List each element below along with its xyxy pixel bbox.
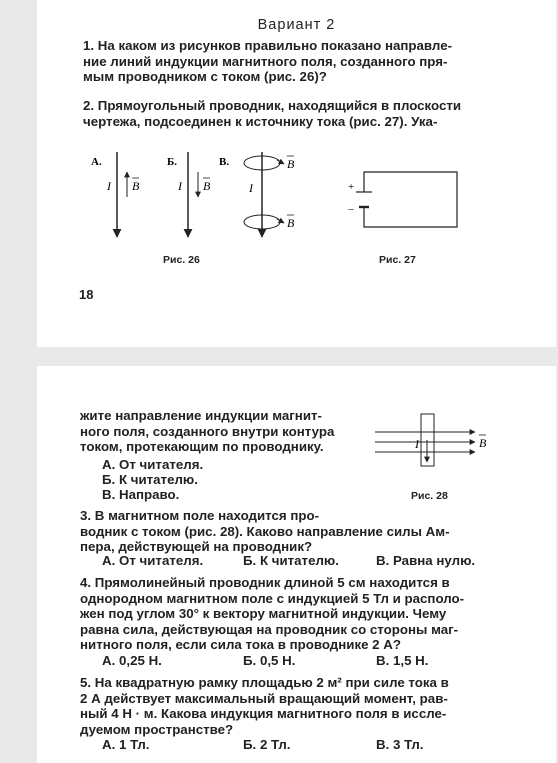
fig27-caption: Рис. 27	[379, 254, 416, 266]
question-4-line: нитного поля, если сила тока в проводнике 2 А?	[80, 637, 402, 653]
fig26-c-current-label: I	[249, 181, 253, 195]
question-5-line: 5. На квадратную рамку площадью 2 м² при силе тока в	[80, 675, 449, 690]
question-2-line: ного поля, созданного внутри контура	[80, 423, 335, 439]
q2-answer-c: В. Направо.	[102, 487, 180, 502]
page-19	[37, 366, 556, 763]
variant-title: Вариант 2	[257, 17, 336, 33]
question-4	[80, 575, 514, 653]
page-18	[37, 0, 556, 347]
question-2-line: 2. Прямоугольный проводник, находящийся в плоскости	[83, 98, 462, 113]
question-2-continued	[80, 408, 370, 455]
q2-answer-b: Б. К читателю.	[102, 472, 198, 487]
q5-answer-a: А. 1 Тл.	[102, 737, 150, 752]
fig26-c-field-label-top: B	[287, 157, 295, 171]
question-4-line: жен под углом 30° к вектору магнитной индукции. Чему	[80, 606, 447, 622]
q3-answer-c: В. Равна нулю.	[376, 553, 476, 568]
figure-28	[367, 404, 507, 504]
question-1-line: мым проводником с током (рис. 26)?	[83, 69, 327, 85]
q3-answer-b: Б. К читателю.	[243, 553, 339, 568]
question-4-line: однородном магнитном поле с индукцией 5 Тл и располо-	[80, 590, 465, 606]
question-3	[80, 508, 514, 555]
question-5-line: ный 4 Н · м. Какова индукция магнитного поля в иссле-	[80, 706, 447, 722]
q4-answer-c: В. 1,5 Н.	[376, 653, 429, 668]
q5-answer-b: Б. 2 Тл.	[243, 737, 291, 752]
fig26-a-current-label: I	[107, 179, 111, 193]
question-3-line: 3. В магнитном поле находится про-	[80, 508, 320, 523]
question-1-line: 1. На каком из рисунков правильно показано направле-	[83, 38, 453, 53]
question-5	[80, 675, 514, 737]
question-2-line: чертежа, подсоединен к источнику тока (рис. 27). Ука-	[83, 113, 438, 129]
question-3-line: водник с током (рис. 28). Каково направление силы Ам-	[80, 523, 450, 539]
fig26-b-field-label: B	[203, 179, 211, 193]
figure-27	[348, 172, 457, 227]
question-1-line: ние линий индукции магнитного поля, созданного пря-	[83, 53, 448, 69]
question-5-line: 2 А действует максимальный вращающий момент, рав-	[80, 690, 448, 706]
question-4-line: 4. Прямолинейный проводник длиной 5 см находится в	[80, 575, 450, 590]
fig26-c-field-label-bottom: B	[287, 216, 295, 230]
page-number: 18	[79, 287, 94, 302]
fig28-current-label: I	[415, 437, 419, 451]
question-2-line: жите направление индукции магнит-	[80, 408, 322, 423]
fig26-label-a: А.	[91, 156, 102, 168]
q2-answer-a: А. От читателя.	[102, 457, 204, 472]
q3-answer-a: А. От читателя.	[102, 553, 204, 568]
q4-answer-b: Б. 0,5 Н.	[243, 653, 296, 668]
q5-answer-c: В. 3 Тл.	[376, 737, 424, 752]
fig28-field-label: B	[479, 436, 487, 450]
question-3-line: пера, действующей на проводник?	[80, 539, 313, 555]
question-5-line: дуемом пространстве?	[80, 721, 234, 737]
question-4-line: равна сила, действующая на проводник со стороны маг-	[80, 621, 459, 637]
fig26-caption: Рис. 26	[163, 254, 200, 266]
fig26-label-c: В.	[219, 156, 230, 168]
fig26-a-field-label: B	[132, 179, 140, 193]
battery-plus-label: +	[348, 181, 355, 193]
fig28-caption: Рис. 28	[411, 490, 448, 502]
fig26-label-b: Б.	[167, 156, 178, 168]
battery-minus-label: −	[348, 204, 355, 216]
figure-26	[37, 0, 556, 347]
q4-answer-a: А. 0,25 Н.	[102, 653, 162, 668]
question-2-line: током, протекающим по проводнику.	[80, 439, 324, 455]
fig26-b-current-label: I	[178, 179, 182, 193]
